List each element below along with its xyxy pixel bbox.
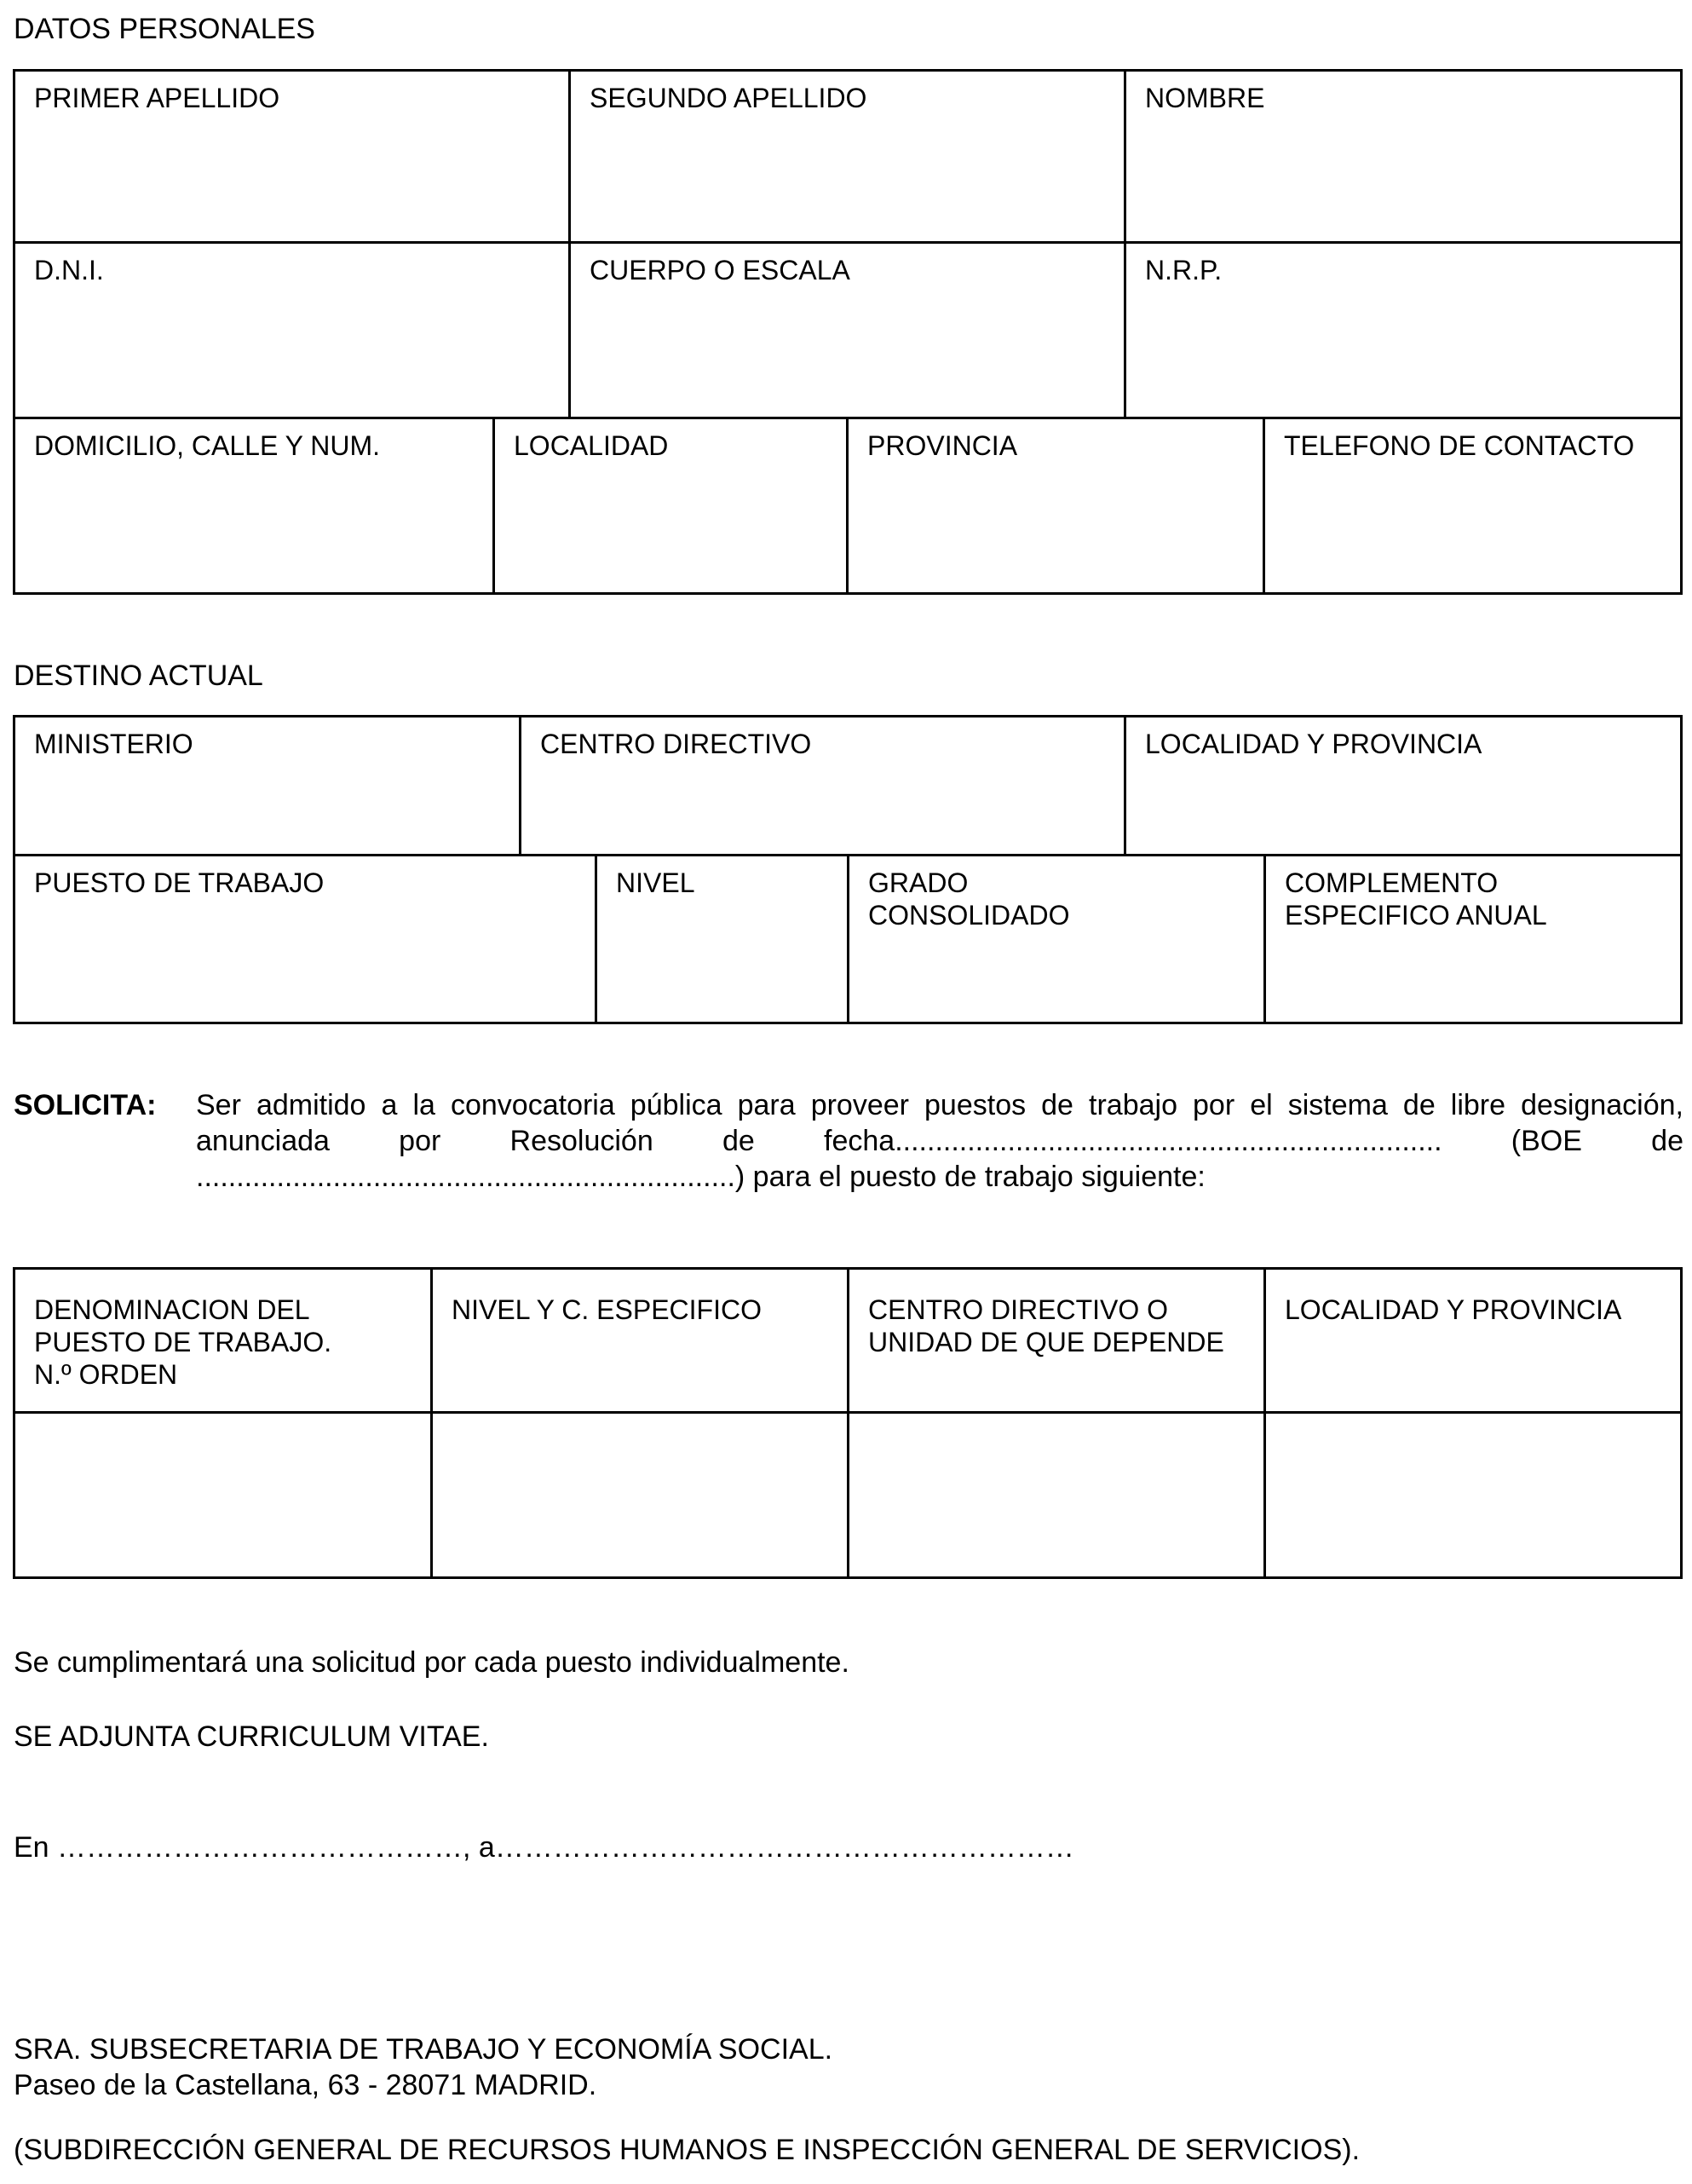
direccion: Paseo de la Castellana, 63 - 28071 MADRID. — [14, 2069, 597, 2101]
puesto-solicitado-input-row — [15, 1411, 1680, 1579]
solicita-label: SOLICITA: — [14, 1089, 157, 1121]
cell-complemento-especifico[interactable] — [1266, 856, 1680, 1024]
provincia-field[interactable] — [867, 544, 1251, 583]
destino-actual-row-2 — [15, 854, 1680, 1024]
primer-apellido-field[interactable] — [34, 190, 556, 229]
label-telefono: TELEFONO DE CONTACTO — [1284, 430, 1635, 461]
cell-nrp[interactable] — [1126, 244, 1680, 419]
datos-personales-row-3 — [15, 417, 1680, 595]
localidad-provincia-field[interactable] — [1285, 1528, 1668, 1567]
dni-field[interactable] — [34, 368, 556, 407]
label-cuerpo-escala: CUERPO O ESCALA — [590, 255, 850, 285]
destinatario: SRA. SUBSECRETARIA DE TRABAJO Y ECONOMÍA SOCIAL. — [14, 2033, 833, 2066]
cell-primer-apellido[interactable] — [15, 72, 571, 241]
label-nrp: N.R.P. — [1145, 255, 1223, 285]
cell-centro-directivo[interactable] — [521, 717, 1126, 854]
denominacion-field[interactable] — [34, 1528, 418, 1567]
label-dni: D.N.I. — [34, 255, 104, 285]
cell-nivel-especifico-input[interactable] — [433, 1414, 849, 1579]
label-segundo-apellido: SEGUNDO APELLIDO — [590, 83, 867, 113]
label-complemento-especifico: COMPLEMENTO ESPECIFICO ANUAL — [1285, 867, 1547, 931]
puesto-trabajo-field[interactable] — [34, 973, 583, 1012]
datos-personales-row-1 — [15, 72, 1680, 241]
centro-directivo-unidad-field[interactable] — [868, 1528, 1252, 1567]
cuerpo-escala-field[interactable] — [590, 368, 1112, 407]
label-domicilio: DOMICILIO, CALLE Y NUM. — [34, 430, 381, 461]
segundo-apellido-field[interactable] — [590, 190, 1112, 229]
complemento-especifico-field[interactable] — [1285, 973, 1668, 1012]
domicilio-field[interactable] — [34, 544, 481, 583]
label-denominacion: DENOMINACION DEL PUESTO DE TRABAJO. N.º ORDEN — [34, 1294, 332, 1390]
destino-actual-title: DESTINO ACTUAL — [14, 660, 263, 692]
destino-actual-row-1 — [15, 717, 1680, 854]
cell-provincia[interactable] — [849, 419, 1265, 595]
cell-dni[interactable] — [15, 244, 571, 419]
label-centro-directivo: CENTRO DIRECTIVO — [540, 729, 812, 759]
label-nombre: NOMBRE — [1145, 83, 1265, 113]
cell-grado-consolidado[interactable] — [849, 856, 1266, 1024]
nrp-field[interactable] — [1145, 368, 1668, 407]
label-localidad-provincia-destino: LOCALIDAD Y PROVINCIA — [1145, 729, 1482, 759]
cell-puesto-trabajo[interactable] — [15, 856, 597, 1024]
label-puesto-trabajo: PUESTO DE TRABAJO — [34, 867, 325, 898]
header-nivel-especifico — [433, 1270, 849, 1411]
label-provincia: PROVINCIA — [867, 430, 1018, 461]
subdireccion: (SUBDIRECCIÓN GENERAL DE RECURSOS HUMANOS E INSPECCIÓN GENERAL DE SERVICIOS). — [14, 2134, 1361, 2166]
nombre-field[interactable] — [1145, 190, 1668, 229]
label-localidad-provincia: LOCALIDAD Y PROVINCIA — [1285, 1294, 1622, 1325]
centro-directivo-field[interactable] — [540, 803, 1112, 842]
lugar-fecha-line[interactable]: En ……………………………………, a…………………………………………………… — [14, 1831, 1074, 1864]
telefono-field[interactable] — [1284, 544, 1668, 583]
cell-localidad-provincia-destino[interactable] — [1126, 717, 1680, 854]
label-nivel-especifico: NIVEL Y C. ESPECIFICO — [452, 1294, 762, 1325]
label-centro-directivo-unidad: CENTRO DIRECTIVO O UNIDAD DE QUE DEPENDE — [868, 1294, 1224, 1357]
cell-telefono[interactable] — [1265, 419, 1680, 595]
cell-domicilio[interactable] — [15, 419, 495, 595]
label-nivel: NIVEL — [616, 867, 695, 898]
cell-cuerpo-escala[interactable] — [571, 244, 1126, 419]
header-denominacion — [15, 1270, 433, 1411]
cell-centro-directivo-unidad-input[interactable] — [849, 1414, 1266, 1579]
localidad-field[interactable] — [514, 544, 834, 583]
cell-denominacion-input[interactable] — [15, 1414, 433, 1579]
adjunta-curriculum: SE ADJUNTA CURRICULUM VITAE. — [14, 1720, 489, 1753]
datos-personales-row-2 — [15, 241, 1680, 419]
puesto-solicitado-header-row — [15, 1270, 1680, 1411]
destino-actual-table — [13, 715, 1683, 1024]
cell-nombre[interactable] — [1126, 72, 1680, 241]
label-localidad: LOCALIDAD — [514, 430, 669, 461]
header-localidad-provincia — [1266, 1270, 1680, 1411]
solicita-text: Ser admitido a la convocatoria pública para proveer puestos de trabajo por el sistema de libre designación, anunciada por Resolución de fecha.................................................................... (BOE de ...................................................................) para el puesto de trabajo siguiente: — [196, 1089, 1683, 1193]
datos-personales-title: DATOS PERSONALES — [14, 13, 315, 45]
cell-ministerio[interactable] — [15, 717, 521, 854]
datos-personales-table — [13, 69, 1683, 595]
label-ministerio: MINISTERIO — [34, 729, 193, 759]
cell-localidad-provincia-input[interactable] — [1266, 1414, 1680, 1579]
label-grado-consolidado: GRADO CONSOLIDADO — [868, 867, 1070, 931]
cell-localidad[interactable] — [495, 419, 849, 595]
grado-consolidado-field[interactable] — [868, 973, 1252, 1012]
nivel-especifico-field[interactable] — [452, 1528, 835, 1567]
puesto-solicitado-table — [13, 1267, 1683, 1579]
cell-nivel[interactable] — [597, 856, 849, 1024]
nota-solicitud: Se cumplimentará una solicitud por cada puesto individualmente. — [14, 1646, 849, 1679]
nivel-field[interactable] — [616, 973, 835, 1012]
cell-segundo-apellido[interactable] — [571, 72, 1126, 241]
label-primer-apellido: PRIMER APELLIDO — [34, 83, 280, 113]
localidad-provincia-destino-field[interactable] — [1145, 803, 1668, 842]
header-centro-directivo-unidad — [849, 1270, 1266, 1411]
ministerio-field[interactable] — [34, 803, 507, 842]
